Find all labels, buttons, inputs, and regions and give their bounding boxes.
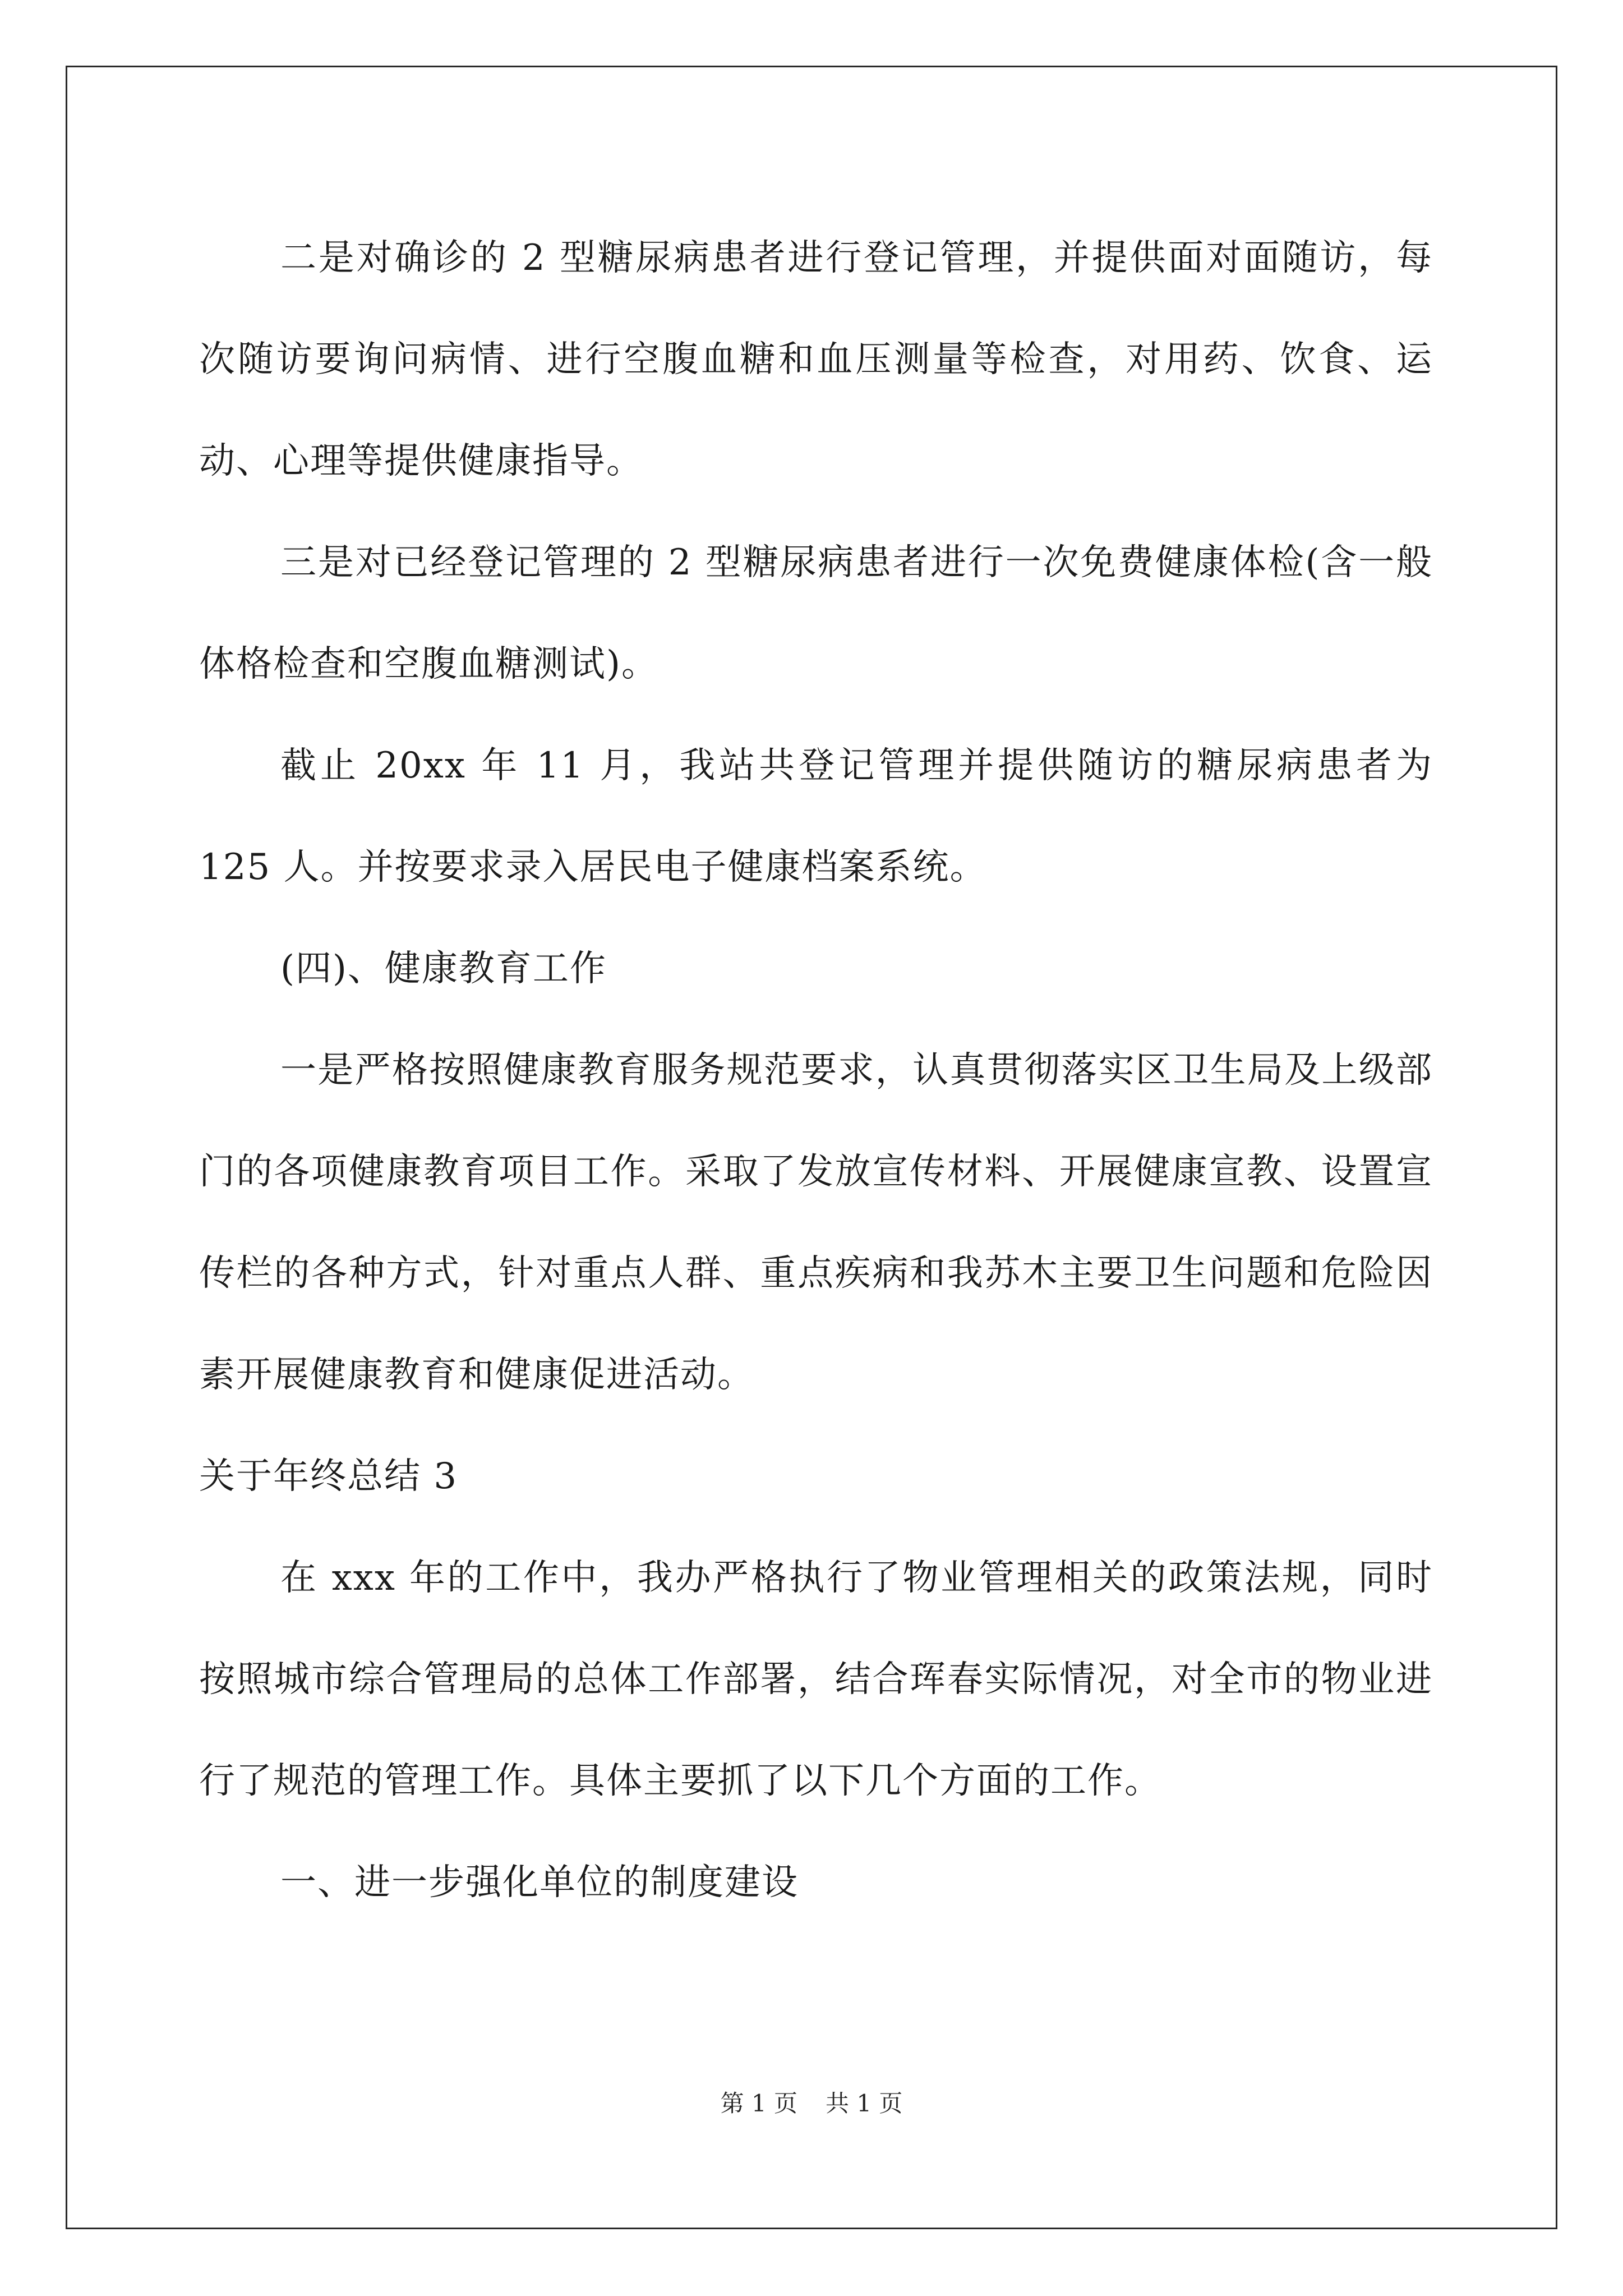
page-number: 第 1 页 — [720, 2090, 797, 2117]
document-body — [199, 208, 1433, 1934]
paragraph-health-education: 一是严格按照健康教育服务规范要求，认真贯彻落实区卫生局及上级部门的各项健康教育项目工作。采取了发放宣传材料、开展健康宣教、设置宣传栏的各种方式，针对重点人群、重点疾病和我苏木主要卫生问题和危险因素开展健康教育和健康促进活动。 — [199, 1050, 1433, 1396]
page-total: 共 1 页 — [826, 2090, 903, 2117]
paragraph-diabetes-registration: 二是对确诊的 2 型糖尿病患者进行登记管理，并提供面对面随访，每次随访要询问病情、进行空腹血糖和血压测量等检查，对用药、饮食、运动、心理等提供健康指导。 — [199, 237, 1433, 482]
article-title: 关于年终总结 3 — [199, 1456, 458, 1497]
paragraph-diabetes-checkup: 三是对已经登记管理的 2 型糖尿病患者进行一次免费健康体检(含一般体格检查和空腹血糖测试)。 — [199, 542, 1433, 685]
paragraph-diabetes-statistics: 截止 20xx 年 11 月，我站共登记管理并提供随访的糖尿病患者为 125 人。并按要求录入居民电子健康档案系统。 — [199, 745, 1433, 888]
page-footer — [0, 2087, 1623, 2120]
paragraph-property-intro: 在 xxx 年的工作中，我办严格执行了物业管理相关的政策法规，同时按照城市综合管理局的总体工作部署，结合珲春实际情况，对全市的物业进行了规范的管理工作。具体主要抓了以下几个方面的工作。 — [199, 1557, 1433, 1802]
section-heading-system-building: 一、进一步强化单位的制度建设 — [280, 1862, 799, 1903]
section-heading-health-education: (四)、健康教育工作 — [280, 948, 607, 990]
